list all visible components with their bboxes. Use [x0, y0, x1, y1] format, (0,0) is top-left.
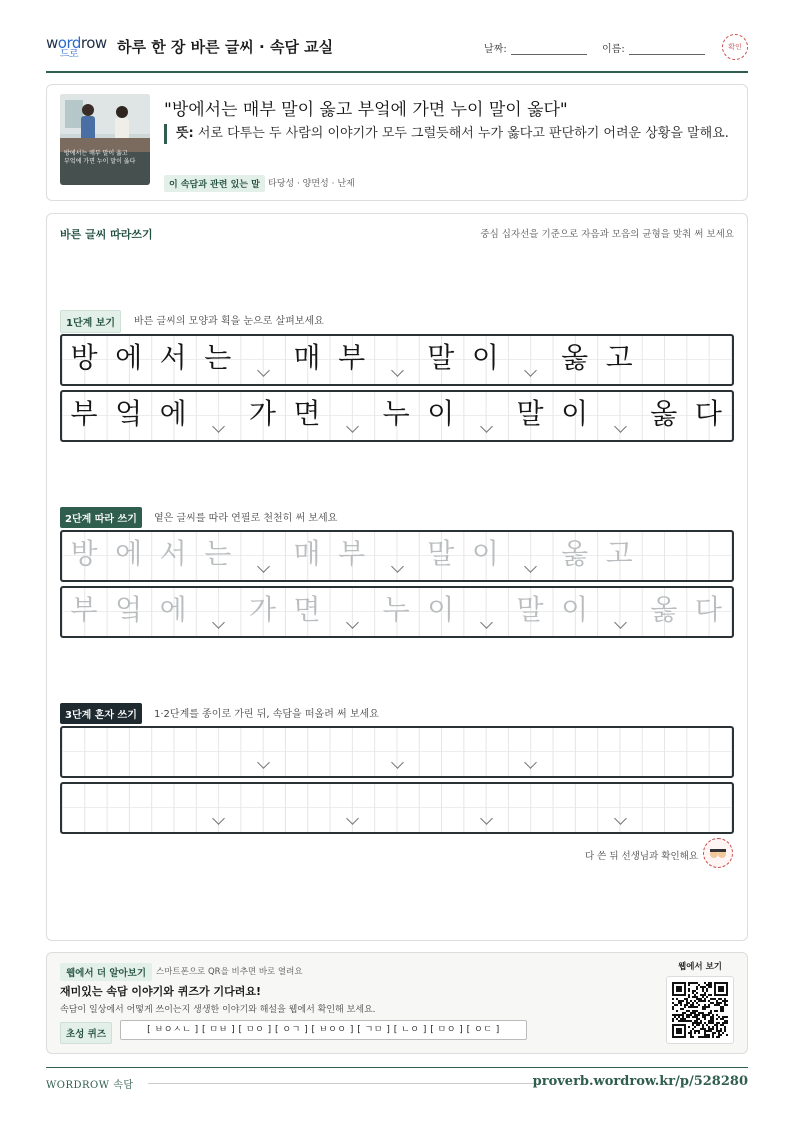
logo-part: 드로 [59, 49, 79, 60]
header-divider [46, 71, 748, 73]
web-more-desc: 속담이 일상에서 어떻게 쓰이는지 생생한 이야기와 해설을 웹에서 확인해 보세요. [60, 1005, 376, 1015]
teacher-stamp-icon [703, 838, 733, 868]
name-line [629, 42, 705, 55]
space-marker-icon [212, 616, 225, 629]
footer-brand: WORDROW 속담 [46, 1080, 134, 1091]
practice-char: 방 [70, 537, 98, 570]
practice-char: 면 [293, 593, 321, 626]
space-marker-icon [391, 756, 404, 769]
web-more-badge: 웹에서 더 알아보기 [60, 963, 152, 981]
practice-title: 바른 글씨 따라쓰기 [60, 228, 153, 241]
practice-char: 는 [204, 341, 232, 374]
practice-char: 이 [471, 341, 499, 374]
practice-char: 는 [204, 537, 232, 570]
logo-part: w [46, 34, 58, 52]
practice-char: 다 [694, 397, 722, 430]
space-marker-icon [391, 560, 404, 573]
practice-char: 말 [427, 341, 455, 374]
step3-row-1[interactable] [60, 726, 734, 778]
space-marker-icon [614, 616, 627, 629]
stamp-text: 확인 [728, 43, 742, 51]
practice-char: 방 [70, 341, 98, 374]
name-label: 이름: [602, 44, 625, 55]
step3-badge: 3단계 혼자 쓰기 [60, 703, 142, 724]
related-words-badge: 이 속담과 관련 있는 말 [164, 175, 265, 192]
logo-part: ord [57, 34, 81, 52]
step3-row-2[interactable] [60, 782, 734, 834]
practice-char: 이 [471, 537, 499, 570]
space-marker-icon [257, 560, 270, 573]
illustration-scene [60, 94, 150, 185]
practice-char: 이 [427, 397, 455, 430]
space-marker-icon [524, 560, 537, 573]
qr-code-icon[interactable] [672, 982, 728, 1038]
practice-char: 말 [427, 537, 455, 570]
step2-row-1[interactable] [60, 530, 734, 582]
wordrow-logo [46, 34, 107, 60]
step1-note: 바른 글씨의 모양과 획을 눈으로 살펴보세요 [134, 316, 324, 327]
logo-tail: row [80, 34, 107, 52]
practice-char: 이 [561, 397, 589, 430]
meaning-text: 서로 다투는 두 사람의 이야기가 모두 그럴듯해서 누가 옳다고 판단하기 어려운 상황을 말해요. [193, 126, 729, 141]
practice-char: 말 [516, 593, 544, 626]
illustration-caption [64, 150, 148, 166]
practice-note: 중심 십자선을 기준으로 자음과 모음의 균형을 맞춰 써 보세요 [480, 229, 734, 240]
step1-row-2 [60, 390, 734, 442]
practice-char: 말 [516, 397, 544, 430]
caption-line: 부엌에 가면 누이 말이 옳다 [64, 158, 136, 165]
space-marker-icon [212, 812, 225, 825]
practice-char: 매 [293, 341, 321, 374]
space-marker-icon [480, 616, 493, 629]
space-marker-icon [257, 364, 270, 377]
space-marker-icon [346, 812, 359, 825]
qr-code-box[interactable] [666, 976, 734, 1044]
name-field[interactable] [602, 40, 705, 55]
caption-line: 방에서는 매부 말이 옳고 [64, 150, 128, 157]
page-title: 하루 한 장 바른 글씨 · 속담 교실 [117, 38, 334, 56]
space-marker-icon [614, 812, 627, 825]
proverb-text: "방에서는 매부 말이 옳고 부엌에 가면 누이 말이 옳다" [164, 100, 568, 120]
space-marker-icon [614, 420, 627, 433]
meaning-label: 뜻: [176, 126, 194, 141]
teacher-confirm-note: 다 쓴 뒤 선생님과 확인해요 [584, 851, 698, 862]
practice-char: 옳 [561, 537, 589, 570]
footer-line [148, 1083, 536, 1084]
space-marker-icon [524, 756, 537, 769]
space-marker-icon [346, 420, 359, 433]
practice-char: 고 [605, 537, 633, 570]
practice-char: 이 [427, 593, 455, 626]
practice-char: 가 [248, 397, 276, 430]
proverb-illustration [60, 94, 150, 185]
date-label: 날짜: [484, 44, 507, 55]
practice-char: 에 [159, 397, 187, 430]
practice-char: 에 [115, 537, 143, 570]
date-field[interactable] [484, 40, 587, 55]
practice-char: 서 [159, 537, 187, 570]
footer-url[interactable]: proverb.wordrow.kr/p/528280 [532, 1074, 748, 1089]
space-marker-icon [257, 756, 270, 769]
related-words: 타당성 · 양면성 · 난제 [268, 179, 355, 189]
practice-char: 옳 [650, 593, 678, 626]
practice-char: 부 [70, 593, 98, 626]
practice-char: 에 [159, 593, 187, 626]
space-marker-icon [346, 616, 359, 629]
step1-row-1 [60, 334, 734, 386]
confirm-stamp-icon [722, 34, 748, 60]
practice-char: 부 [338, 341, 366, 374]
proverb-meaning [164, 124, 746, 144]
space-marker-icon [480, 420, 493, 433]
practice-char: 가 [248, 593, 276, 626]
web-more-headline: 재미있는 속담 이야기와 퀴즈가 기다려요! [60, 985, 261, 998]
practice-char: 면 [293, 397, 321, 430]
practice-char: 다 [694, 593, 722, 626]
space-marker-icon [391, 364, 404, 377]
practice-char: 이 [561, 593, 589, 626]
quiz-label: 초성 퀴즈 [60, 1022, 112, 1044]
practice-char: 옳 [561, 341, 589, 374]
logo-middle [57, 34, 81, 60]
step2-row-2[interactable] [60, 586, 734, 638]
qr-label: 웹에서 보기 [678, 962, 723, 972]
space-marker-icon [480, 812, 493, 825]
practice-char: 고 [605, 341, 633, 374]
practice-char: 옳 [650, 397, 678, 430]
practice-char: 매 [293, 537, 321, 570]
practice-char: 부 [338, 537, 366, 570]
practice-char: 엌 [115, 397, 143, 430]
date-line [511, 42, 587, 55]
stamp-faces [704, 839, 732, 867]
practice-char: 누 [382, 397, 410, 430]
practice-char: 에 [115, 341, 143, 374]
practice-char: 서 [159, 341, 187, 374]
step1-badge: 1단계 보기 [60, 310, 121, 333]
web-more-note: 스마트폰으로 QR을 비추면 바로 열려요 [156, 967, 303, 977]
step2-badge: 2단계 따라 쓰기 [60, 507, 142, 528]
step2-note: 옅은 글씨를 따라 연필로 천천히 써 보세요 [154, 513, 338, 524]
practice-char: 누 [382, 593, 410, 626]
practice-char: 엌 [115, 593, 143, 626]
space-marker-icon [524, 364, 537, 377]
practice-char: 부 [70, 397, 98, 430]
step3-note: 1·2단계를 종이로 가린 뒤, 속담을 떠올려 써 보세요 [154, 709, 379, 720]
space-marker-icon [212, 420, 225, 433]
chosung-quiz: [ ㅂㅇㅅㄴ ] [ ㅁㅂ ] [ ㅁㅇ ] [ ㅇㄱ ] [ ㅂㅇㅇ ] [ ㄱㅁ ] [ ㄴㅇ ] [ ㅁㅇ ] [ ㅇㄷ ] [120, 1020, 527, 1040]
footer-divider [46, 1067, 748, 1068]
